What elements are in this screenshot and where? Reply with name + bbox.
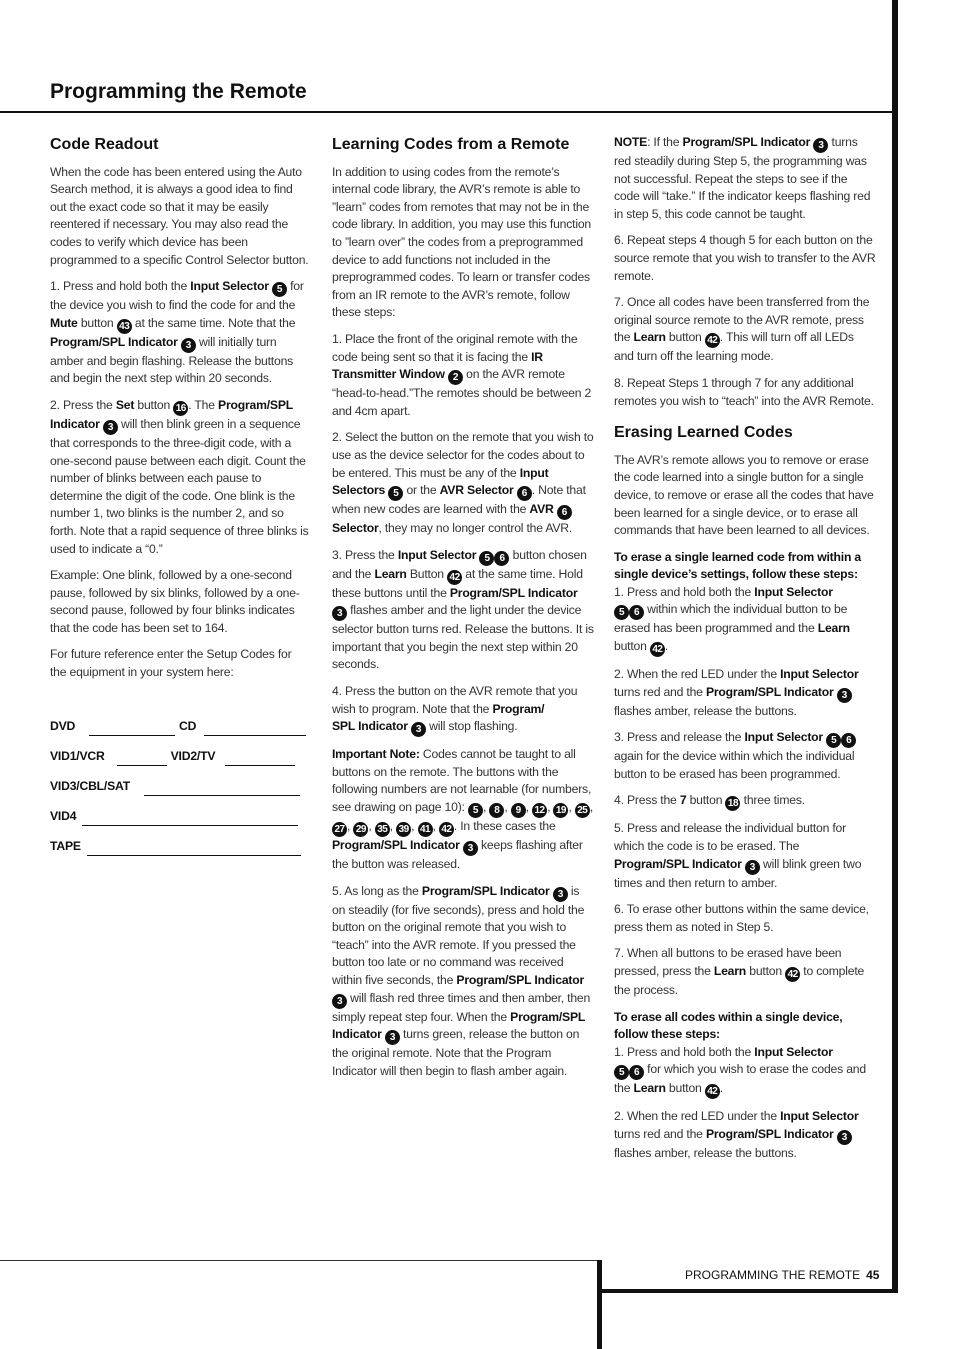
callout-3-icon: 3 xyxy=(181,338,196,353)
callout-2-icon: 2 xyxy=(448,370,463,385)
callout-5-icon: 5 xyxy=(826,733,841,748)
callout-5-icon: 5 xyxy=(468,803,483,818)
page-footer xyxy=(685,1268,879,1282)
callout-3-icon: 3 xyxy=(385,1030,400,1045)
callout-19-icon: 19 xyxy=(553,803,568,818)
erasing-codes-heading: Erasing Learned Codes xyxy=(614,424,793,442)
dvd-code-field[interactable] xyxy=(89,723,175,736)
cd-code-field[interactable] xyxy=(204,723,306,736)
callout-39-icon: 39 xyxy=(396,822,411,837)
title-rule xyxy=(0,111,895,113)
footer-vertical-bar xyxy=(597,1260,602,1349)
callout-42-icon: 42 xyxy=(650,642,665,657)
erase-single-step-5: 5. Press and release the individual button for which the code is to be erased. The Program/SPL Indicator 3 will blink green two times and then return to amber. xyxy=(614,821,862,890)
callout-16-icon: 16 xyxy=(173,401,188,416)
setup-line-vid1-vid2: VID1/VCR VID2/TV xyxy=(50,736,310,766)
learning-intro: In addition to using codes from the remote’s internal code library, the AVR’s remote is able to ”learn” codes from remotes that may not be in the code library. In addition, you may use this function to ”learn over” the codes from a preprogrammed device to add functions not included in the preprogrammed codes. To learn or transfer codes from an IR remote to the AVR’s remote, follow these steps: xyxy=(332,164,591,320)
column-code-readout xyxy=(50,134,310,856)
column-learning-codes xyxy=(332,134,594,1089)
learning-step-3: 3. Press the Input Selector 5 6 button chosen and the Learn Button 42 at the same time. Hold these buttons until the Program/SPL Indicator 3 flashes amber and the light under the device selector button turns red. Release the buttons. It is important that you begin the next step within 20 seconds. xyxy=(332,547,594,672)
callout-35-icon: 35 xyxy=(375,822,390,837)
setup-codes-form xyxy=(50,706,310,856)
erase-single-step-3: 3. Press and release the Input Selector 5 6 again for the device within which the individual button to be erased has been programmed. xyxy=(614,730,855,781)
learning-step-5: 5. As long as the Program/SPL Indicator 3 is on steadily (for five seconds), press and hold the button on the original remote that you wish to “teach” into the AVR remote. If you pressed the button too late or no command was received within five seconds, the Program/SPL Indicator 3 will flash red three times and then amber, then simply repeat step four. When the Program/SPL Indicator 3 turns green, release the button on the original remote. Note that the Program Indicator will then begin to flash amber again. xyxy=(332,883,591,1078)
learning-important-note: Important Note: Codes cannot be taught to all buttons on the remote. The buttons with the following numbers are not learnable (for numbers, see drawing on page 10): 5 , 8 , 9 , 12 , 19 , 25 , 27 , 29 , 35 , 39 , 41 , 42 . In these cases the Program/SPL Indicator 3 keeps flashing after the button was released. xyxy=(332,747,593,872)
learning-step-4: 4. Press the button on the AVR remote that you wish to program. Note that the Program/ SPL Indicator 3 will stop flashing. xyxy=(332,684,578,736)
vid4-code-field[interactable] xyxy=(82,813,298,826)
erase-single-step-6: 6. To erase other buttons within the same device, press them as noted in Step 5. xyxy=(614,902,869,934)
callout-5-icon: 5 xyxy=(388,486,403,501)
erasing-intro: The AVR’s remote allows you to remove or erase the code learned into a single button for a single device, to remove or erase all the codes that have been learned for a single device, or to erase all commands that have been learned to all devices. xyxy=(614,452,874,538)
vid1-code-field[interactable] xyxy=(117,753,167,766)
erase-single-step-2: 2. When the red LED under the Input Selector turns red and the Program/SPL Indicator 3 flashes amber, release the buttons. xyxy=(614,667,859,718)
callout-6-icon: 6 xyxy=(629,1065,644,1080)
callout-29-icon: 29 xyxy=(353,822,368,837)
callout-3-icon: 3 xyxy=(837,688,852,703)
learning-step-2: 2. Select the button on the remote that you wish to use as the device selector for the codes about to be entered. This must be any of the Input Selectors 5 or the AVR Selector 6 . Note that when new codes are learned with the AVR 6 Selector, they may no longer control the AVR. xyxy=(332,430,594,536)
callout-6-icon: 6 xyxy=(517,486,532,501)
footer-rule xyxy=(0,1260,598,1261)
vid2-code-field[interactable] xyxy=(225,753,295,766)
callout-18-icon: 18 xyxy=(725,796,740,811)
vid3-code-field[interactable] xyxy=(144,783,300,796)
callout-27-icon: 27 xyxy=(332,822,347,837)
callout-8-icon: 8 xyxy=(489,803,504,818)
footer-horizontal-bar xyxy=(602,1289,898,1293)
callout-3-icon: 3 xyxy=(813,138,828,153)
callout-41-icon: 41 xyxy=(418,822,433,837)
code-readout-intro: When the code has been entered using the Auto Search method, it is always a good idea to find out the exact code so that it may be easily reentered if necessary. You may also read the codes to verify which device has been programmed to a specific Control Selector button. xyxy=(50,164,309,267)
setup-line-vid3: VID3/CBL/SAT xyxy=(50,766,310,796)
callout-9-icon: 9 xyxy=(511,803,526,818)
callout-6-icon: 6 xyxy=(629,605,644,620)
tape-code-field[interactable] xyxy=(87,843,301,856)
callout-3-icon: 3 xyxy=(411,722,426,737)
callout-6-icon: 6 xyxy=(841,733,856,748)
erase-single-step-1: 1. Press and hold both the Input Selector 5 6 within which the individual button to be erased has been programmed and the Learn button 42 . xyxy=(614,584,850,656)
callout-42-icon: 42 xyxy=(705,1084,720,1099)
callout-3-icon: 3 xyxy=(553,887,568,902)
code-readout-example: Example: One blink, followed by a one-second pause, followed by six blinks, followed by a one-second pause, followed by four blinks indicates that the code has been set to 164. xyxy=(50,568,300,635)
erase-single-step-7: 7. When all buttons to be erased have been pressed, press the Learn button 42 to complete the process. xyxy=(614,946,865,997)
setup-line-vid4: VID4 xyxy=(50,796,310,826)
callout-5-icon: 5 xyxy=(614,1065,629,1080)
learning-note: NOTE: If the Program/SPL Indicator 3 turns red steadily during Step 5, the programming was not successful. Repeat the steps to see if the code will “take.” If the indicator keeps flashing red in step 5, this code cannot be taught. xyxy=(614,135,871,221)
callout-6-icon: 6 xyxy=(494,551,509,566)
callout-5-icon: 5 xyxy=(272,282,287,297)
callout-3-icon: 3 xyxy=(463,841,478,856)
erase-all-step-1: 1. Press and hold both the Input Selector 5 6 for which you wish to erase the codes and the Learn button 42 . xyxy=(614,1044,866,1098)
code-readout-heading: Code Readout xyxy=(50,136,159,153)
erase-single-heading: To erase a single learned code from within a single device’s settings, follow these steps: xyxy=(614,549,861,582)
code-readout-step-1: 1. Press and hold both the Input Selector 5 for the device you wish to find the code for and the Mute button 43 at the same time. Note that the Program/SPL Indicator 3 will initially turn amber and begin flashing. Release the buttons and begin the next step within 20 seconds. xyxy=(50,279,304,386)
callout-42-icon: 42 xyxy=(705,333,720,348)
setup-line-dvd-cd: DVD CD xyxy=(50,706,310,736)
callout-3-icon: 3 xyxy=(837,1130,852,1145)
callout-42-icon: 42 xyxy=(785,967,800,982)
callout-43-icon: 43 xyxy=(117,319,132,334)
callout-12-icon: 12 xyxy=(532,803,547,818)
callout-6-icon: 6 xyxy=(557,505,572,520)
callout-3-icon: 3 xyxy=(332,994,347,1009)
callout-42-icon: 42 xyxy=(447,570,462,585)
column-erasing-codes xyxy=(614,134,876,1172)
erase-all-heading: To erase all codes within a single device, follow these steps: xyxy=(614,1009,843,1042)
callout-42-icon: 42 xyxy=(439,822,454,837)
learning-step-6: 6. Repeat steps 4 though 5 for each button on the source remote that you wish to transfer to the AVR remote. xyxy=(614,233,876,283)
callout-25-icon: 25 xyxy=(575,803,590,818)
setup-line-tape: TAPE xyxy=(50,826,310,856)
erase-single-step-4: 4. Press the 7 button 18 three times. xyxy=(614,793,805,810)
erase-all-step-2: 2. When the red LED under the Input Selector turns red and the Program/SPL Indicator 3 flashes amber, release the buttons. xyxy=(614,1109,859,1160)
learning-step-1: 1. Place the front of the original remote with the code being sent so that it is facing the IR Transmitter Window 2 on the AVR remote “head-to-head.”The remotes should be between 2 and 4cm apart. xyxy=(332,331,592,418)
learning-step-8: 8. Repeat Steps 1 through 7 for any additional remotes you wish to “teach” into the AVR Remote. xyxy=(614,375,874,408)
callout-3-icon: 3 xyxy=(332,606,347,621)
page-number: 45 xyxy=(866,1268,880,1282)
footer-section-label: PROGRAMMING THE REMOTE xyxy=(685,1268,861,1282)
learning-step-7: 7. Once all codes have been transferred from the original source remote to the AVR remote, press the Learn button 42 . This will turn off all LEDs and turn off the learning mode. xyxy=(614,295,870,364)
code-readout-future: For future reference enter the Setup Codes for the equipment in your system here: xyxy=(50,647,292,680)
callout-3-icon: 3 xyxy=(745,860,760,875)
callout-5-icon: 5 xyxy=(614,605,629,620)
right-edge-bar xyxy=(892,0,898,1293)
learning-codes-heading: Learning Codes from a Remote xyxy=(332,136,570,153)
page-title: Programming the Remote xyxy=(50,80,307,103)
code-readout-step-2: 2. Press the Set button 16 . The Program/SPL Indicator 3 will then blink green in a sequence that corresponds to the three-digit code, with a one-second pause between each digit. Count the number of blinks between each pause to determine the digit of the code. One blink is the number 1, two blinks is the number 2, and so forth. Note that a rapid sequence of three blinks is used to indicate a “0.” xyxy=(50,397,309,556)
callout-3-icon: 3 xyxy=(103,420,118,435)
callout-5-icon: 5 xyxy=(479,551,494,566)
